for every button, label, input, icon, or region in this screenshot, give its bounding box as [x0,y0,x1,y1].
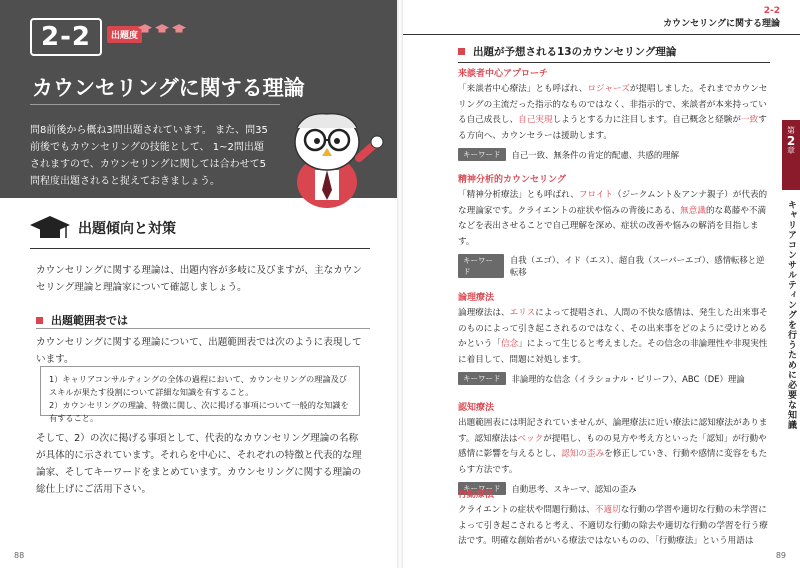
frequency-rating [138,22,186,36]
theory-description [458,416,770,478]
running-header [663,6,780,29]
header-section-title: カウンセリングに関する理論 [663,19,780,29]
graduation-cap-icon [172,22,186,36]
keyword-tag: キーワード [458,148,506,161]
highlighted-term: ロジャーズ [587,84,630,94]
chapter-label-top: 第 [787,126,795,135]
text-segment: 「精神分析療法」とも呼ばれ、 [458,190,579,200]
header-section-number: 2-2 [763,6,780,16]
range-subheading [36,312,128,328]
highlighted-term: 認知の歪み [561,449,605,459]
quote-item: 1）キャリアコンサルティングの全体の過程において、カウンセリングの理論及びスキルが果たす役割について詳細な知識を有すること。 [49,374,347,397]
theory-description [458,503,770,550]
theory-block [458,172,770,278]
highlighted-term: フロイト [578,190,613,200]
keyword-list: 自己一致、無条件の肯定的配慮、共感的理解 [511,149,679,160]
text-segment: を修正していき、行動や感情に変容をもたらす方法です。 [458,449,768,475]
range-intro: カウンセリングに関する理論について、出題範囲表では次のように表現しています。 [36,337,362,365]
frequency-label: 出題度 [107,26,142,43]
highlighted-term: 自己実現 [518,115,553,125]
owl-professor-mascot-icon [275,100,385,210]
highlighted-term: エリス [509,308,536,318]
theory-name: 認知療法 [458,403,495,413]
keyword-tag: キーワード [458,482,506,495]
text-segment: クライエントの症状や問題行動は、 [458,505,595,515]
theory-block [458,66,770,161]
topic-heading [30,212,176,244]
topic-heading-text: 出題傾向と対策 [78,221,176,237]
mortarboard-icon [30,212,70,244]
theory-block [458,290,770,385]
text-segment: しようとする力に注目します。自己概念と経験が [552,115,741,125]
chapter-title-vertical: キャリアコンサルティングを行うために必要な知識 [786,200,796,430]
theory-block [458,487,770,550]
graduation-cap-icon [155,22,169,36]
highlighted-term: 無意識 [680,205,706,216]
topic-divider [30,248,370,249]
header-divider [400,34,800,35]
book-spine [397,0,403,568]
highlighted-term: 不適切 [594,505,621,515]
theory-description [458,188,770,250]
chapter-number: 2 [786,134,796,148]
theory-name: 行動療法 [458,490,495,500]
highlighted-term: ベック [517,433,544,444]
main-heading-text: 出題が予想される13のカウンセリング理論 [473,46,677,58]
keyword-tag: キーワード [458,254,504,278]
theory-name: 来談者中心アプローチ [458,69,549,79]
section-description: 問8前後から概ね3問出題されています。 また、問35前後でもカウンセリングの技能として、 1~2問出題されますので、カウンセリングに関しては合わせて5問程度出題されると捉えておきましょう。 [30,125,268,187]
theory-name: 論理療法 [458,293,495,303]
text-segment: 」によって生じると考えました。その信念の非論理性や非現実性に着目して、問題に対処します。 [458,339,768,365]
closing-paragraph: そして、2）の次に掲げる事項として、代表的なカウンセリング理論の名称が具体的に示されています。それらを中心に、それぞれの特徴と代表的な理論家、そしてキーワードをまとめています。カウンセリングに関する理論の総仕上げにご活用下さい。 [36,433,362,495]
text-segment: 「来談者中心療法」とも呼ばれ、 [458,84,588,94]
page-number-left: 88 [14,551,25,560]
text-segment: が提唱し、ものの見方や考え方といった「認知」が行動や感情に影響を与えるとし、 [458,433,767,459]
topic-body: カウンセリングに関する理論は、出題内容が多岐に及びますが、主なカウンセリング理論と理論家について確認しましょう。 [36,265,362,293]
theory-name: 精神分析的カウンセリング [458,175,566,185]
text-segment: 出題範囲表には明記されていませんが、論理療法に近い療法に認知療法があります。認知療法は [458,418,768,444]
text-segment: が提唱しました。それまでカウンセリングの主流だった指示的なものではなく、非指示的で、来談者が本来持っている自己成長し、 [458,84,768,125]
quote-item: 2）カウンセリングの理論、特徴に関し、次に掲げる事項について一般的な知識を有すること。 [49,400,349,423]
text-segment: によって提唱され、人間の不快な感情は、発生した出来事そのものによって引き起こされるのではなく、その出来事をどのように受けとめるかという「 [458,308,768,349]
range-subheading-text: 出題範囲表では [51,314,128,327]
highlighted-term: 一致 [740,115,759,125]
right-page [400,0,800,568]
graduation-cap-icon [138,22,152,36]
page-number-right: 89 [775,551,786,560]
text-segment: 論理療法は、 [458,308,510,318]
keyword-tag: キーワード [458,372,506,385]
text-segment: な行動の学習や適切な行動の未学習によって引き起こされると考え、不適切な行動の除去や適切な行動の学習を行う療法です。明確な創始者がいる療法ではないものの、「行動療法」という用語は [458,505,768,546]
keyword-row [458,372,770,385]
keyword-list: 自我（エゴ）、イド（エス）、超自我（スーパーエゴ）、感情転移と逆転移 [509,255,765,277]
keyword-row [458,148,770,161]
subheading-divider [36,328,370,329]
keyword-list: 非論理的な信念（イラショナル・ビリーフ）、ABC（DE）理論 [511,373,745,384]
keyword-row [458,254,770,278]
main-heading-divider [458,62,770,63]
highlighted-term: 信念 [500,339,519,349]
square-bullet-icon [36,317,43,324]
text-segment: （ジークムント＆アンナ親子）が代表的な理論家です。クライエントの症状や悩みの背後にある、 [458,190,768,216]
section-title: カウンセリングに関する理論 [32,76,305,100]
theory-description [458,306,770,368]
keyword-list: 自動思考、スキーマ、認知の歪み [511,483,637,494]
syllabus-quote-box [40,366,360,423]
theory-description [458,82,770,144]
square-bullet-icon [458,48,465,55]
chapter-label-bottom: 章 [787,146,795,155]
title-divider [30,104,280,105]
section-hero [0,0,400,198]
chapter-tab [782,120,800,190]
theory-block [458,400,770,495]
main-heading [458,44,676,59]
section-number: 2-2 [30,18,102,56]
text-segment: 的な葛藤や不満などを表出させることで自己理解を深め、症状の改善や悩みの解消を目指します。 [458,205,767,247]
text-segment: する方向へ、カウンセラーは援助します。 [458,115,767,141]
